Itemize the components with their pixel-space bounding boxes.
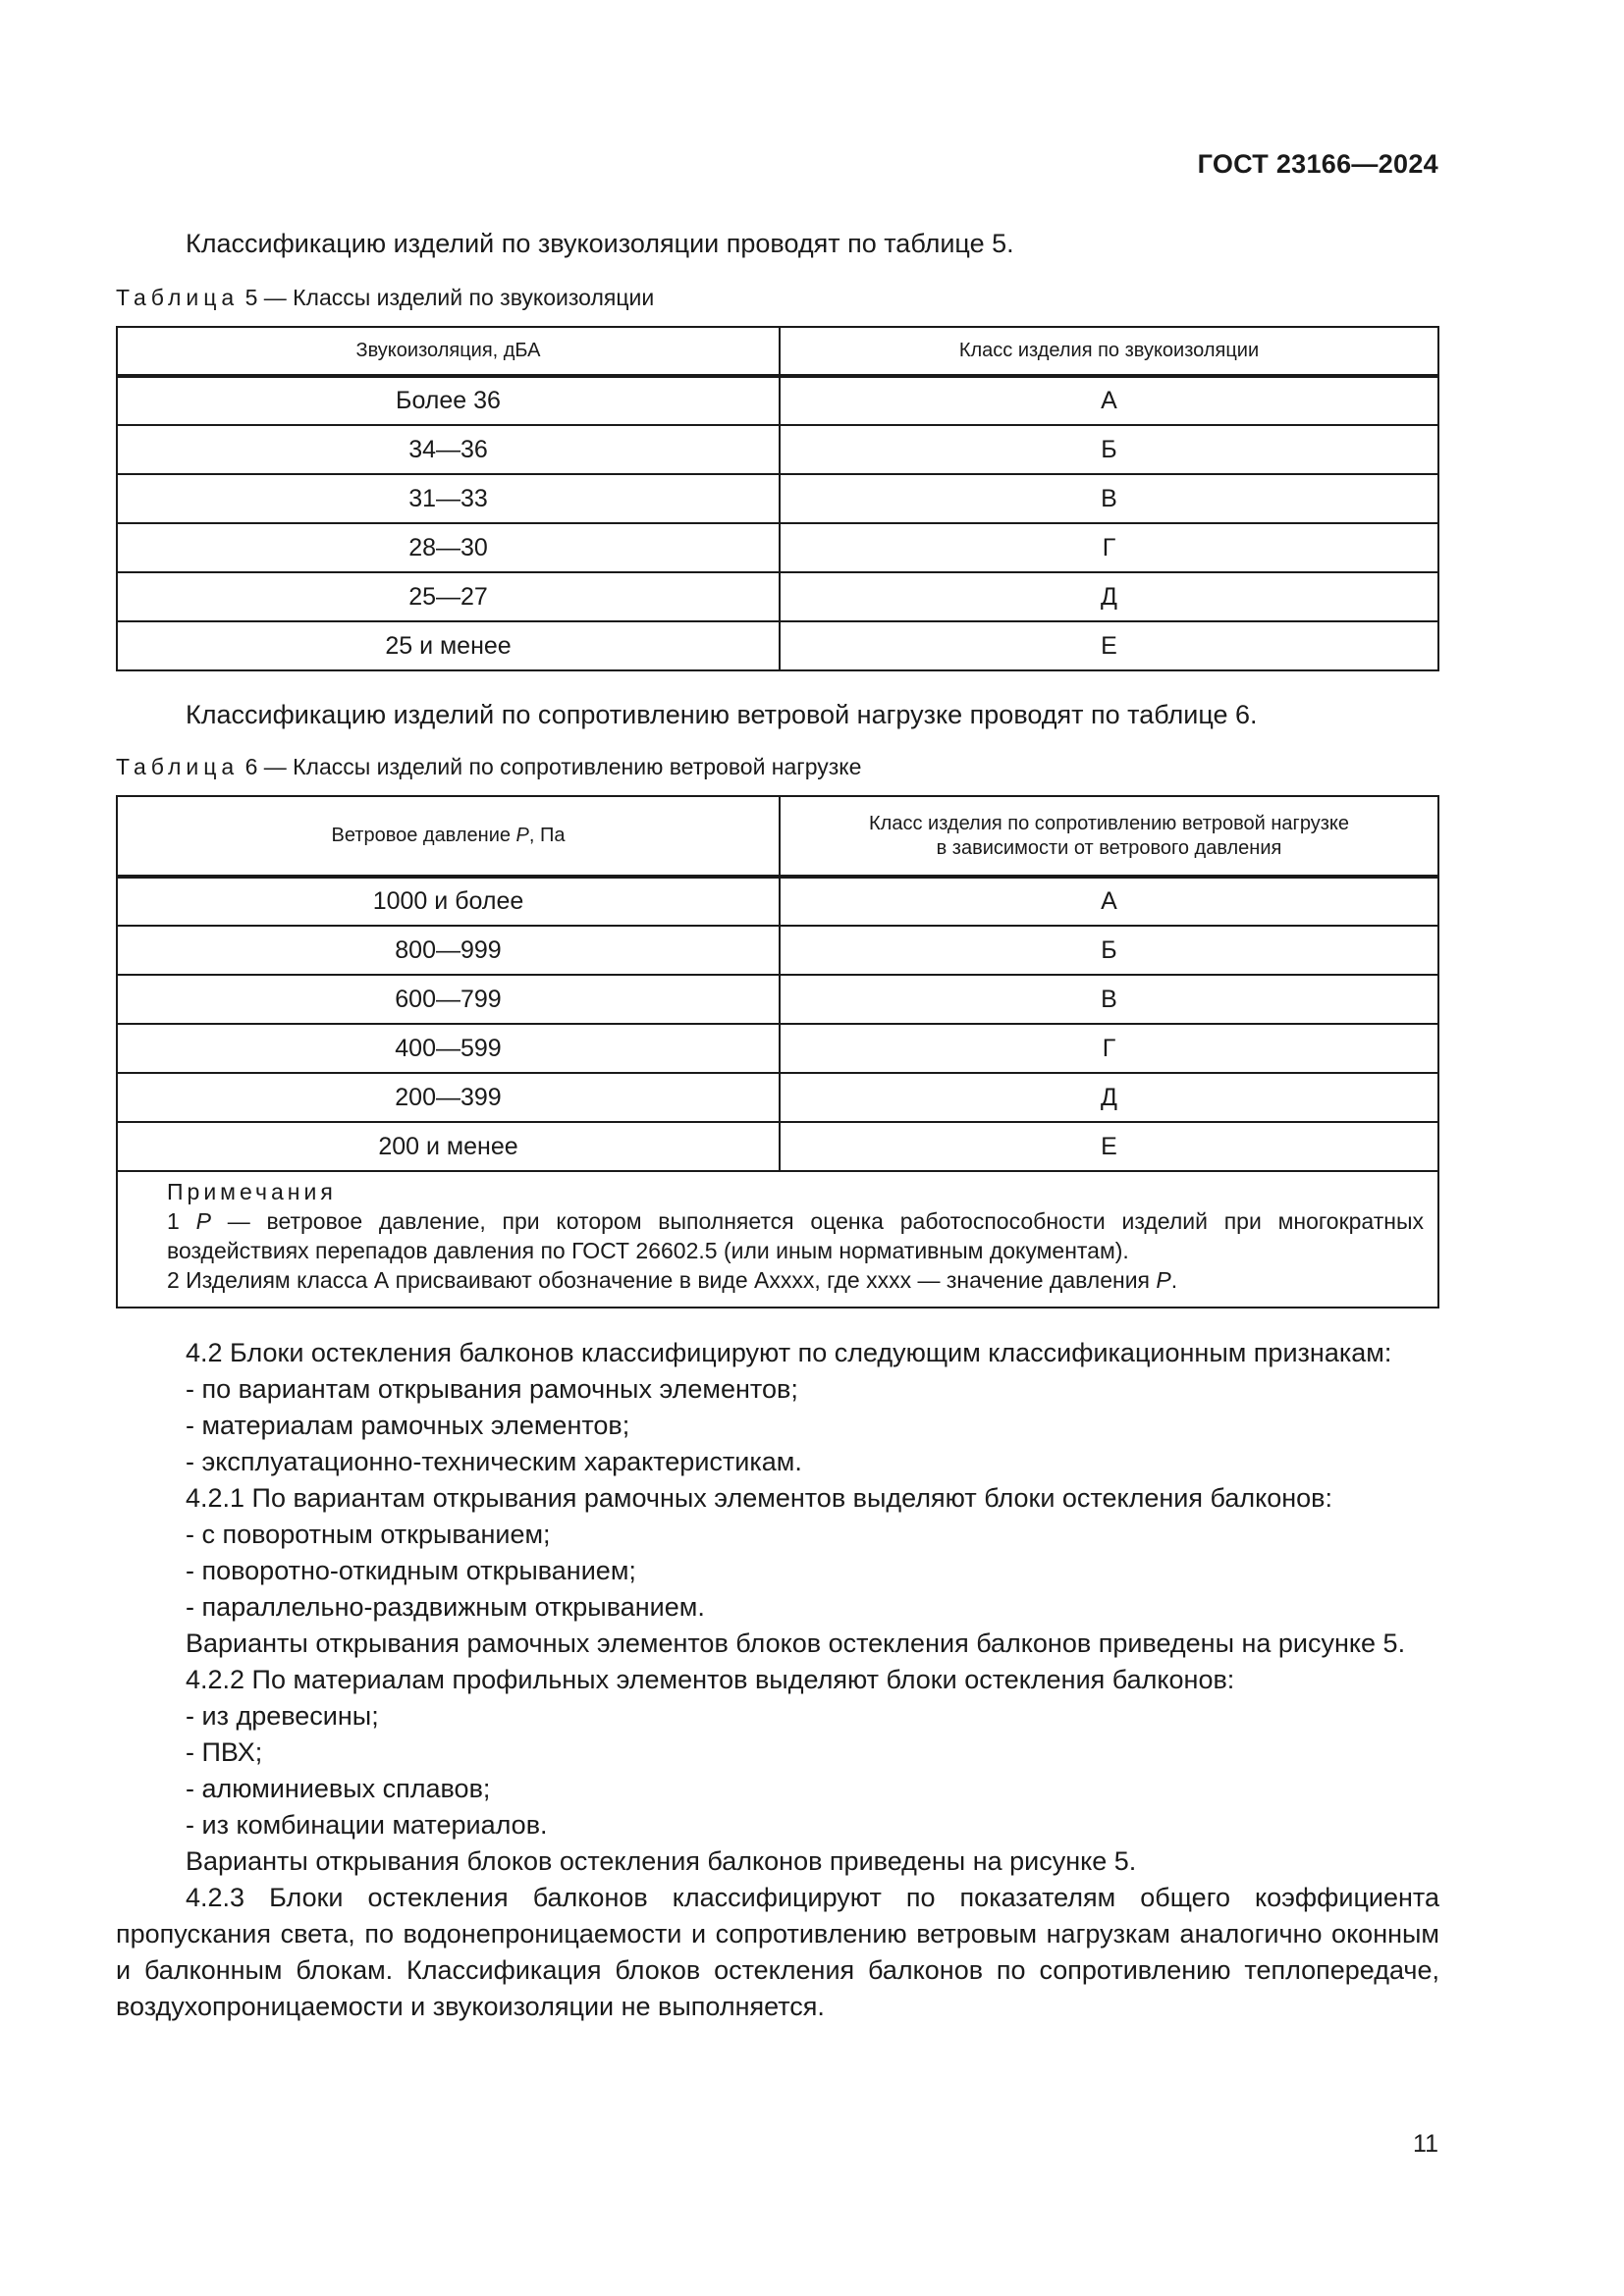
list-item: - материалам рамочных элементов;	[186, 1411, 630, 1440]
section-4-2-1-outro: Варианты открывания рамочных элементов блоков остекления балконов приведены на рисунке 5.	[186, 1629, 1406, 1658]
list-item: - поворотно-откидным открыванием;	[186, 1556, 636, 1585]
table5-class-cell: Б	[780, 425, 1438, 474]
table6-caption-text: 6 — Классы изделий по сопротивлению ветровой нагрузке	[239, 754, 862, 779]
table5-header-row	[117, 327, 1438, 376]
table6-col1-header-text: Ветровое давление	[331, 825, 516, 846]
table6-value-cell: 400—599	[117, 1024, 780, 1073]
table5-value-cell: 28—30	[117, 523, 780, 572]
table5-class-cell: Е	[780, 621, 1438, 670]
table5-caption	[116, 285, 654, 311]
table6-value-cell: 200 и менее	[117, 1122, 780, 1171]
section-4-2-1-intro: 4.2.1 По вариантам открывания рамочных элементов выделяют блоки остекления балконов:	[186, 1483, 1333, 1513]
table6-value-cell: 600—799	[117, 975, 780, 1024]
note-2	[132, 1265, 1424, 1295]
note-1-text: — ветровое давление, при котором выполняется оценка работоспособности изделий при многократных воздействиях перепадов давления по ГОСТ 26602.5 (или иным нормативным документам).	[167, 1208, 1424, 1263]
table5-class-cell: Г	[780, 523, 1438, 572]
table5-col1-header: Звукоизоляция, дБА	[117, 327, 780, 376]
table6-caption-prefix: Таблица	[116, 754, 240, 779]
table6-intro: Классификацию изделий по сопротивлению ветровой нагрузке проводят по таблице 6.	[186, 700, 1258, 729]
table6-class-cell: В	[780, 975, 1438, 1024]
table6-class-cell: Б	[780, 926, 1438, 975]
note-1-symbol: Р	[195, 1208, 211, 1234]
table-row	[117, 926, 1438, 975]
table-row	[117, 523, 1438, 572]
note-1	[132, 1206, 1424, 1265]
table5-class-cell: Д	[780, 572, 1438, 621]
table6-value-cell: 200—399	[117, 1073, 780, 1122]
table-row	[117, 1122, 1438, 1171]
table6-col1-header	[117, 796, 780, 877]
table6-class-cell: Д	[780, 1073, 1438, 1122]
section-4-2-2-intro: 4.2.2 По материалам профильных элементов выделяют блоки остекления балконов:	[186, 1665, 1235, 1694]
table6-value-cell: 800—999	[117, 926, 780, 975]
table6-col2-header	[780, 796, 1438, 877]
table6-class-cell: Г	[780, 1024, 1438, 1073]
table6	[116, 795, 1439, 1172]
note-2-symbol: Р	[1156, 1267, 1171, 1293]
note-2-end: .	[1170, 1267, 1178, 1293]
table6-class-cell: Е	[780, 1122, 1438, 1171]
section-4-2-intro: 4.2 Блоки остекления балконов классифицируют по следующим классификационным признакам:	[186, 1338, 1392, 1367]
list-item: - из комбинации материалов.	[186, 1810, 548, 1840]
list-item: - из древесины;	[186, 1701, 379, 1731]
table5-class-cell: А	[780, 376, 1438, 425]
table-row	[117, 376, 1438, 425]
section-4-2-3-text: 4.2.3 Блоки остекления балконов классифицируют по показателям общего коэффициента пропускания света, по водонепроницаемости и сопротивлению ветровым нагрузкам аналогично оконным и балконным блокам. Классификация блоков остекления балконов по сопротивлению теплопередаче, воздухопроницаемости и звукоизоляции не выполняется.	[116, 1883, 1439, 2021]
table6-caption	[116, 754, 861, 780]
table6-col1-header-unit: , Па	[528, 825, 566, 846]
document-id: ГОСТ 23166—2024	[1197, 149, 1438, 179]
table-row	[117, 1024, 1438, 1073]
table6-class-cell: А	[780, 877, 1438, 926]
list-item: - ПВХ;	[186, 1737, 263, 1767]
table-row	[117, 877, 1438, 926]
table5-caption-prefix: Таблица	[116, 285, 240, 310]
table5-value-cell: 25—27	[117, 572, 780, 621]
table-row	[117, 474, 1438, 523]
table6-notes	[116, 1171, 1439, 1308]
page-number: 11	[1413, 2130, 1438, 2158]
pressure-symbol: Р	[515, 825, 529, 846]
table5-value-cell: 31—33	[117, 474, 780, 523]
table-row	[117, 572, 1438, 621]
table-row	[117, 1073, 1438, 1122]
table5-value-cell: 25 и менее	[117, 621, 780, 670]
table5-intro: Классификацию изделий по звукоизоляции проводят по таблице 5.	[186, 229, 1014, 258]
table-row	[117, 621, 1438, 670]
body-text	[116, 1335, 1439, 2025]
list-item: - с поворотным открыванием;	[186, 1520, 551, 1549]
table5-caption-text: 5 — Классы изделий по звукоизоляции	[239, 285, 655, 310]
list-item: - эксплуатационно-техническим характеристикам.	[186, 1447, 802, 1476]
table-row	[117, 425, 1438, 474]
table5-value-cell: Более 36	[117, 376, 780, 425]
table6-header-row	[117, 796, 1438, 877]
notes-title: Примечания	[167, 1179, 337, 1204]
list-item: - алюминиевых сплавов;	[186, 1774, 491, 1803]
table5-class-cell: В	[780, 474, 1438, 523]
note-2-text: 2 Изделиям класса А присваивают обозначение в виде Axxxx, где xxxx — значение давления	[167, 1267, 1157, 1293]
table5-col2-header: Класс изделия по звукоизоляции	[780, 327, 1438, 376]
table5	[116, 326, 1439, 671]
section-4-2-2-outro: Варианты открывания блоков остекления балконов приведены на рисунке 5.	[186, 1846, 1137, 1876]
table6-value-cell: 1000 и более	[117, 877, 780, 926]
note-1-number: 1	[167, 1208, 196, 1234]
table6-col2-header-line1: Класс изделия по сопротивлению ветровой нагрузке	[869, 812, 1349, 834]
table-row	[117, 975, 1438, 1024]
table5-value-cell: 34—36	[117, 425, 780, 474]
list-item: - параллельно-раздвижным открыванием.	[186, 1592, 705, 1622]
table6-col2-header-line2: в зависимости от ветрового давления	[936, 836, 1282, 859]
list-item: - по вариантам открывания рамочных элементов;	[186, 1374, 798, 1404]
